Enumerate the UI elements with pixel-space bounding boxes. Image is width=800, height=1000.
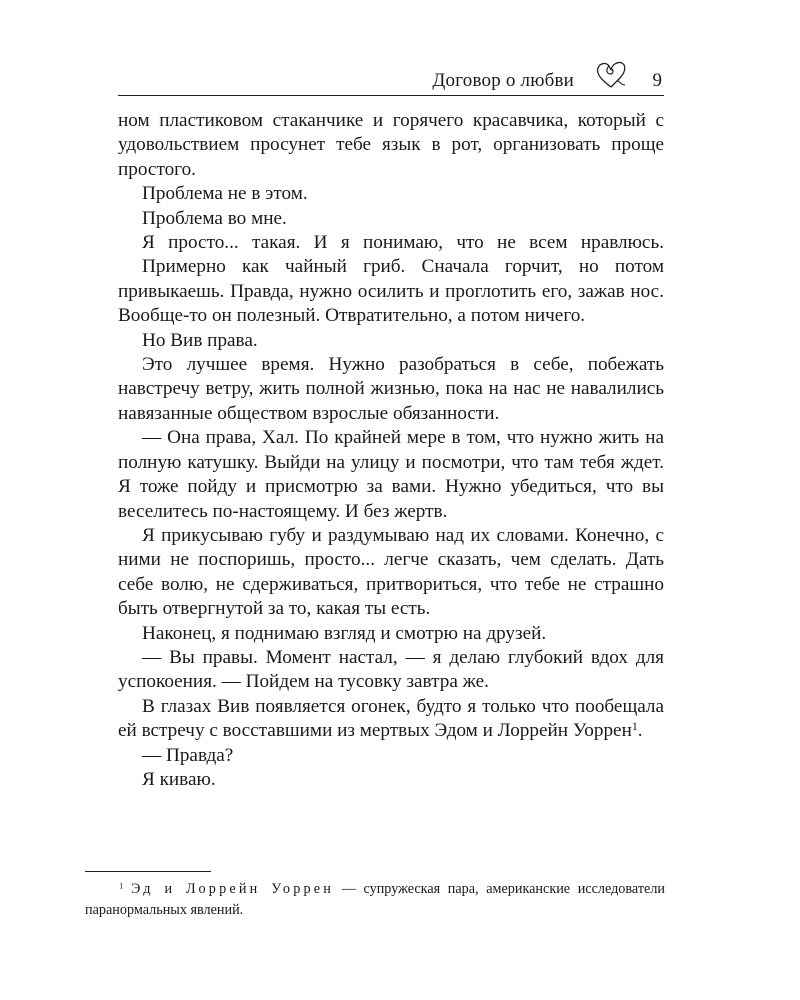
paragraph-text: В глазах Вив появляется огонек, будто я только что пообещала ей встречу с восставшими из мертвых Эдом и Лоррейн Уоррен (118, 695, 664, 742)
paragraph: Это лучшее время. Нужно разобраться в себе, побежать навстречу ветру, жить полной жизнью, пока на нас не навалились навязанные обществом взрослые обязанности. (118, 354, 664, 424)
header-rule (118, 95, 664, 96)
paragraph: Я просто... такая. И я понимаю, что не всем нравлюсь. (142, 232, 664, 254)
footnote (85, 879, 665, 921)
heart-doodle-icon (594, 60, 628, 90)
footnote-text: — супружеская пара, американские исследователи паранормальных явлений. (85, 881, 665, 918)
paragraph: Проблема не в этом. (142, 183, 308, 205)
page-number: 9 (652, 70, 662, 91)
footnote-names: Эд и Лоррейн Уоррен (131, 881, 335, 897)
paragraph: — Вы правы. Момент настал, — я делаю глубокий вдох для успокоения. — Пойдем на тусовку завтра же. (118, 646, 664, 693)
body-text (118, 109, 664, 792)
paragraph: — Она права, Хал. По крайней мере в том, что нужно жить на полную катушку. Выйди на улицу и посмотри, что там тебя ждет. Я тоже пойду и присмотрю за вами. Нужно убедиться, что вы веселитесь по-настоящему. И без жертв. (118, 427, 664, 522)
footnote-paragraph (85, 879, 665, 921)
paragraph: Я прикусываю губу и раздумываю над их словами. Конечно, с ними не поспоришь, просто... легче сказать, чем сделать. Дать себе волю, не сдерживаться, притвориться, что тебе не страшно быть отвергнутой за то, какая ты есть. (118, 524, 664, 620)
paragraph: ном пластиковом стаканчике и горячего красавчика, который с удовольствием просунет тебе язык в рот, организовать проще простого. (118, 110, 664, 180)
paragraph: Проблема во мне. (142, 207, 287, 229)
running-header (118, 58, 664, 96)
footnote-marker: 1 (119, 880, 124, 891)
paragraph: Я киваю. (142, 768, 216, 790)
paragraph: — Правда? (142, 744, 234, 766)
paragraph: Но Вив права. (142, 329, 258, 351)
paragraph: Примерно как чайный гриб. Сначала горчит, но потом привыкаешь. Правда, нужно осилить и проглотить его, зажав нос. Вообще-то он полезный. Отвратительно, а потом ничего. (118, 256, 664, 327)
book-title: Договор о любви (432, 70, 574, 91)
paragraph: В глазах Вив появляется огонек, будто я только что пообещала ей встречу с восставшими из мертвых Эдом и Лоррейн Уоррен$^1$. (118, 695, 664, 742)
paragraph: Наконец, я поднимаю взгляд и смотрю на друзей. (142, 622, 547, 644)
footnote-reference[interactable]: 1 (631, 719, 638, 734)
footnote-rule (85, 871, 211, 872)
